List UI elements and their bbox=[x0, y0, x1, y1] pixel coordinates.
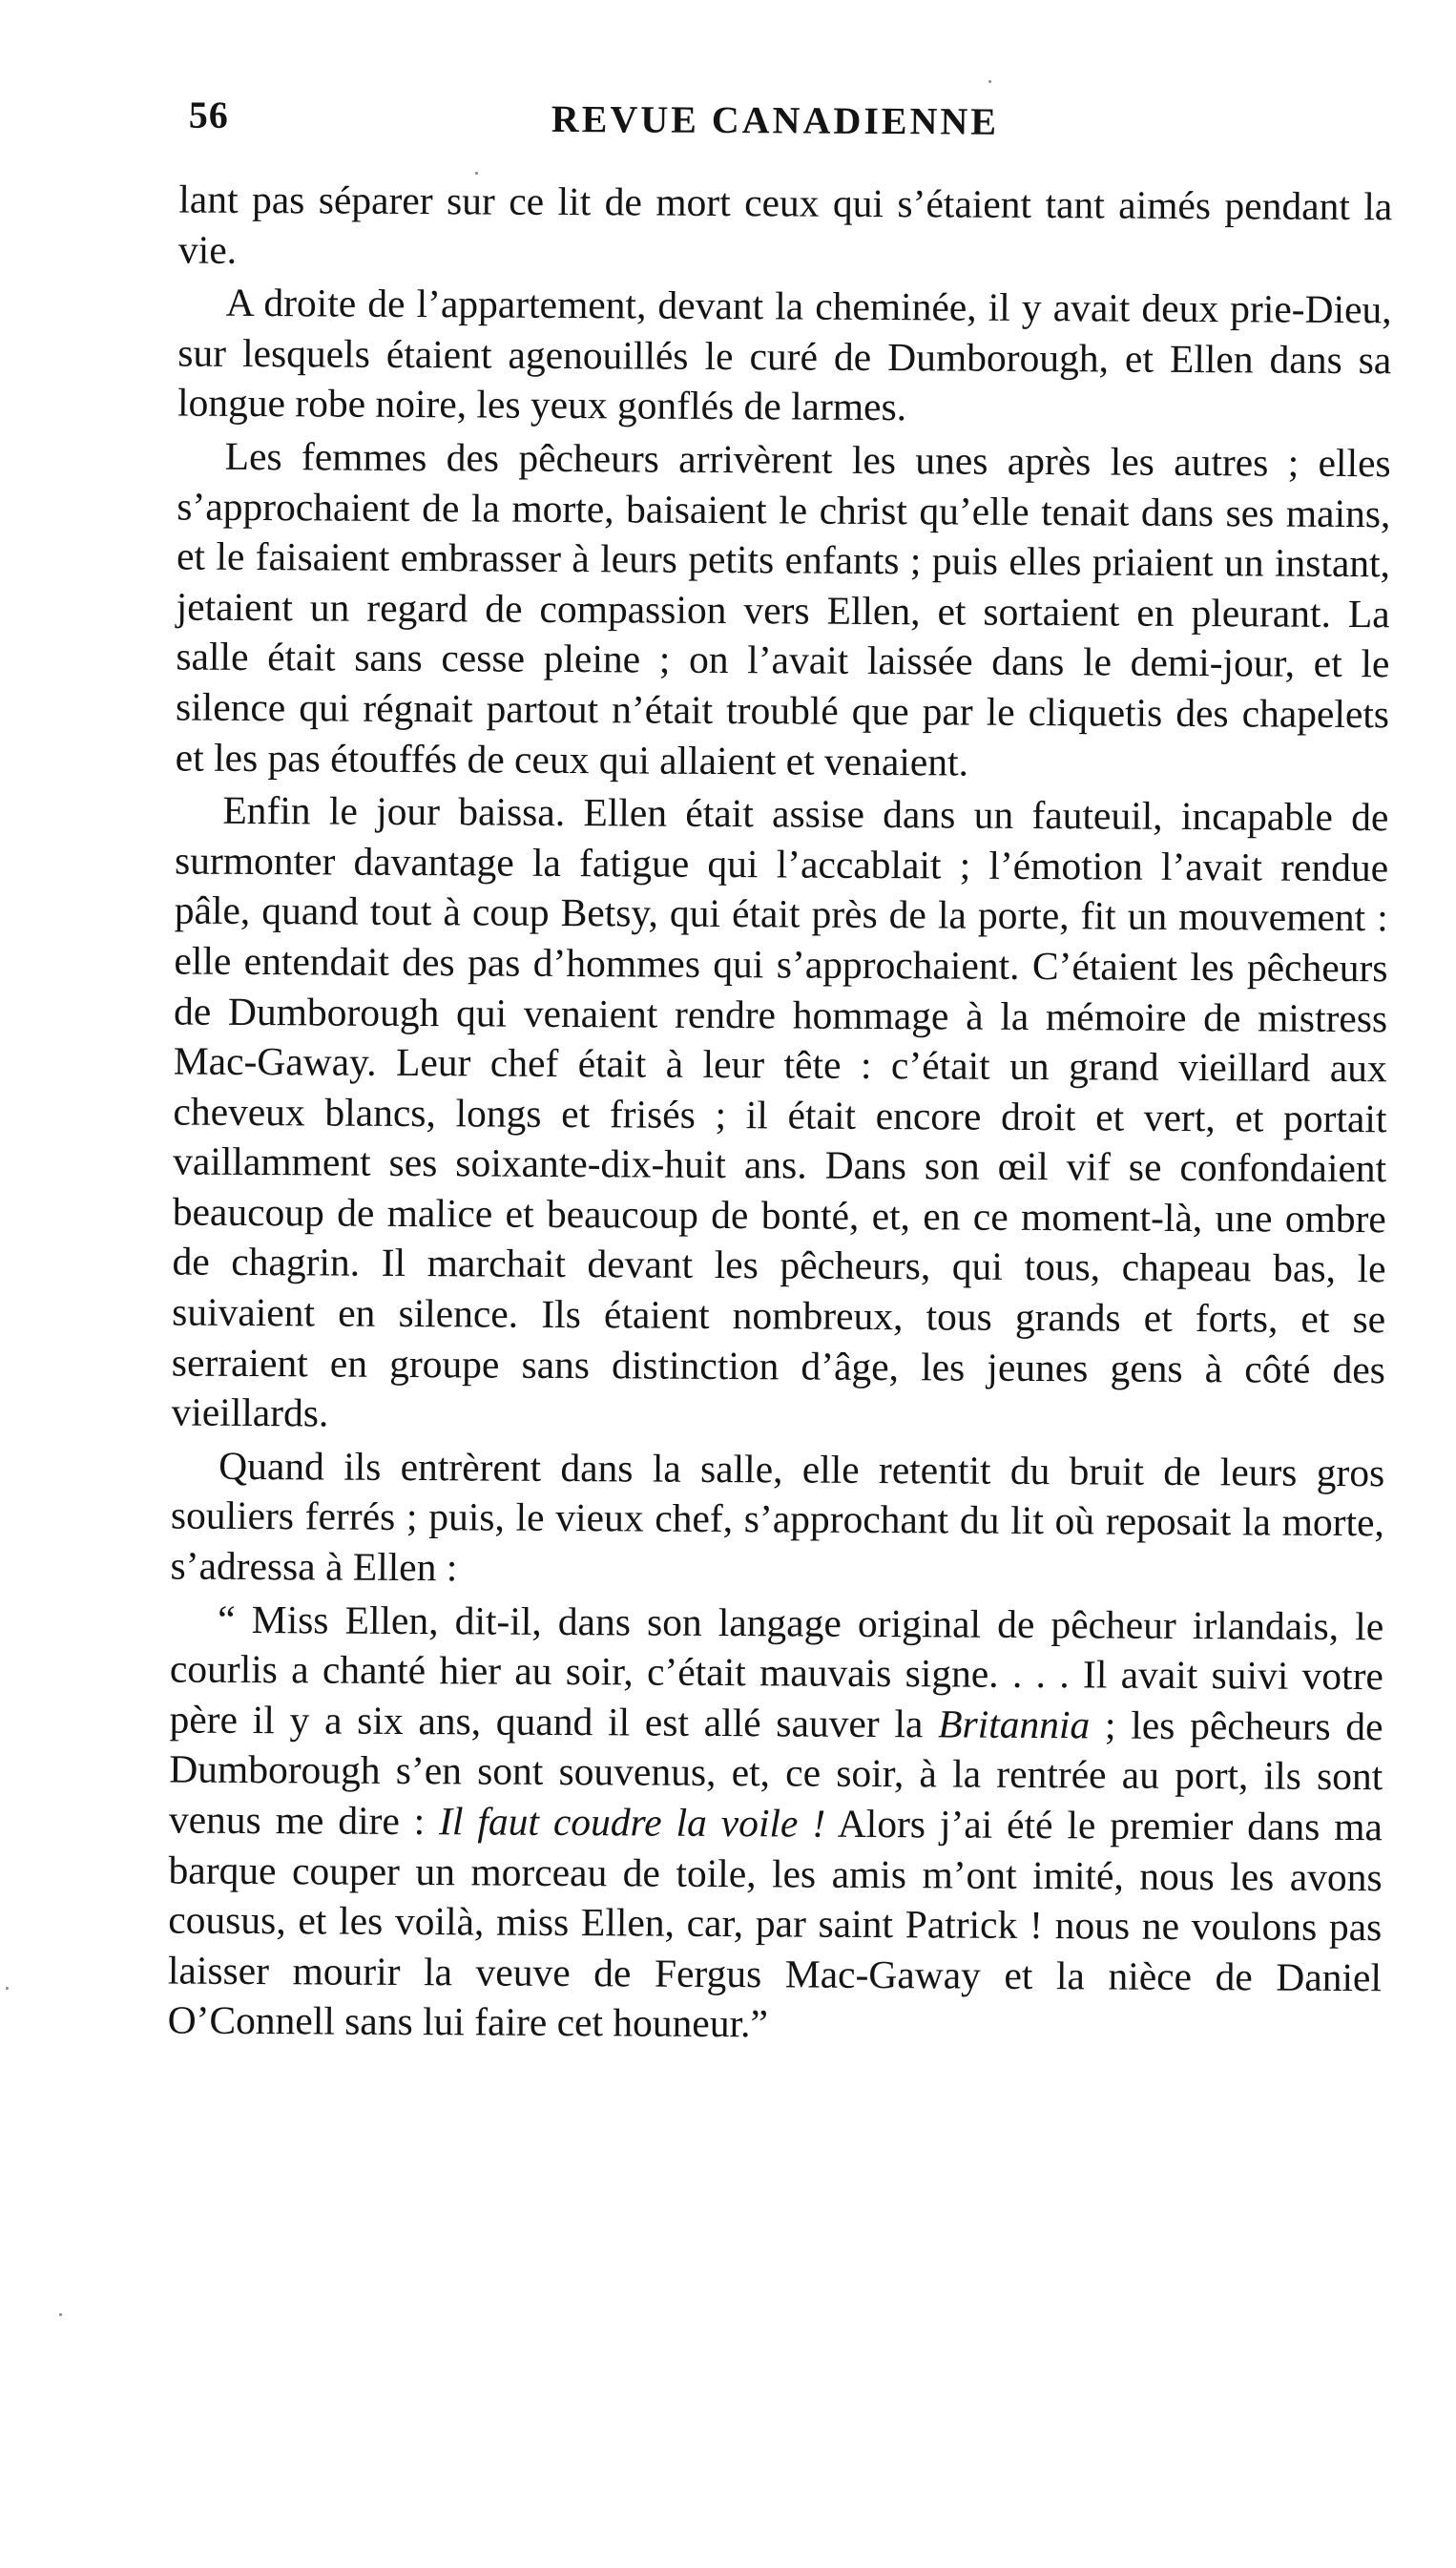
paper-speck bbox=[988, 80, 991, 83]
page-number: 56 bbox=[188, 93, 230, 136]
running-head: REVUE CANADIENNE bbox=[551, 96, 1000, 143]
paragraph-entered-room: Quand ils entrèrent dans la salle, elle retentit du bruit de leurs gros souliers ferrés ; puis, le vieux chef, s’approchant du lit où reposait la morte, s’adressa à Ellen : bbox=[170, 1443, 1385, 1590]
body-text bbox=[168, 175, 1393, 2054]
ship-name: Britannia bbox=[938, 1702, 1091, 1747]
speech-part-1: “ Miss Ellen, dit-il, dans son langage original de pêcheur irlandais, le courlis a chanté hier au soir, c’était mauvais signe. . . . Il avait suivi votre père il y a six ans, quand il est allé sauver la bbox=[169, 1597, 1384, 1746]
paragraph-prie-dieu: A droite de l’appartement, devant la cheminée, il y avait deux prie-Dieu, sur lesquels étaient agenouillés le curé de Dumborough, et Ellen dans sa longue robe noire, les yeux gonflés de larmes. bbox=[177, 280, 1392, 429]
paragraph-continuation: lant pas séparer sur ce lit de mort ceux qui s’étaient tant aimés pendant la vie. bbox=[177, 177, 1393, 272]
quoted-phrase: Il faut coudre la voile ! bbox=[439, 1799, 826, 1846]
speech-part-3: Alors j’ai été le premier dans ma barque couper un morceau de toile, les amis m’ont imité, nous les avons cousus, et les voilà, miss Ellen, car, par saint Patrick ! nous ne voulons pas laisser mourir la veuve de Fergus Mac-Gaway et la nièce de Daniel O’Connell sans lui faire cet houneur.” bbox=[167, 1801, 1383, 2046]
page-header bbox=[189, 93, 1389, 157]
speech-part-2: ; les pêcheurs de Dumborough s’en sont souvenus, et, ce soir, à la rentrée au port, ils sont venus me dire : bbox=[168, 1702, 1383, 1844]
paper-speck bbox=[59, 2313, 62, 2316]
paper-speck bbox=[475, 172, 478, 175]
paragraph-day-fell: Enfin le jour baissa. Ellen était assise dans un fauteuil, incapable de surmonter davantage la fatigue qui l’accablait ; l’émotion l’avait rendue pâle, quand tout à coup Betsy, qui était près de la porte, fit un mouvement : elle entendait des pas d’hommes qui s’approchaient. C’étaient les pêcheurs de Dumborough qui venaient rendre hommage à la mémoire de mistress Mac-Gaway. Leur chef était à leur tête : c’était un grand vieillard aux cheveux blancs, longs et frisés ; il était encore droit et vert, et portait vaillamment ses soixante-dix-huit ans. Dans son œil vif se confondaient beaucoup de malice et beaucoup de bonté, et, en ce moment-là, une ombre de chagrin. Il marchait devant les pêcheurs, qui tous, chapeau bas, le suivaient en silence. Ils étaient nombreux, tous grands et forts, et se serraient en groupe sans distinction d’âge, les jeunes gens à côté des vieillards. bbox=[171, 787, 1389, 1435]
paper-speck bbox=[6, 1987, 9, 1990]
paragraph-fishermen-wives: Les femmes des pêcheurs arrivèrent les unes après les autres ; elles s’approchaient de la morte, baisaient le christ qu’elle tenait dans ses mains, et le faisaient embrasser à leurs petits enfants ; puis elles priaient un instant, jetaient un regard de compassion vers Ellen, et sortaient en pleurant. La salle était sans cesse pleine ; on l’avait laissée dans le demi-jour, et le silence qui régnait partout n’était troublé que par le cliquetis des chapelets et les pas étouffés de ceux qui allaient et venaient. bbox=[175, 433, 1391, 784]
paragraph-chief-speech bbox=[168, 1594, 1384, 2053]
